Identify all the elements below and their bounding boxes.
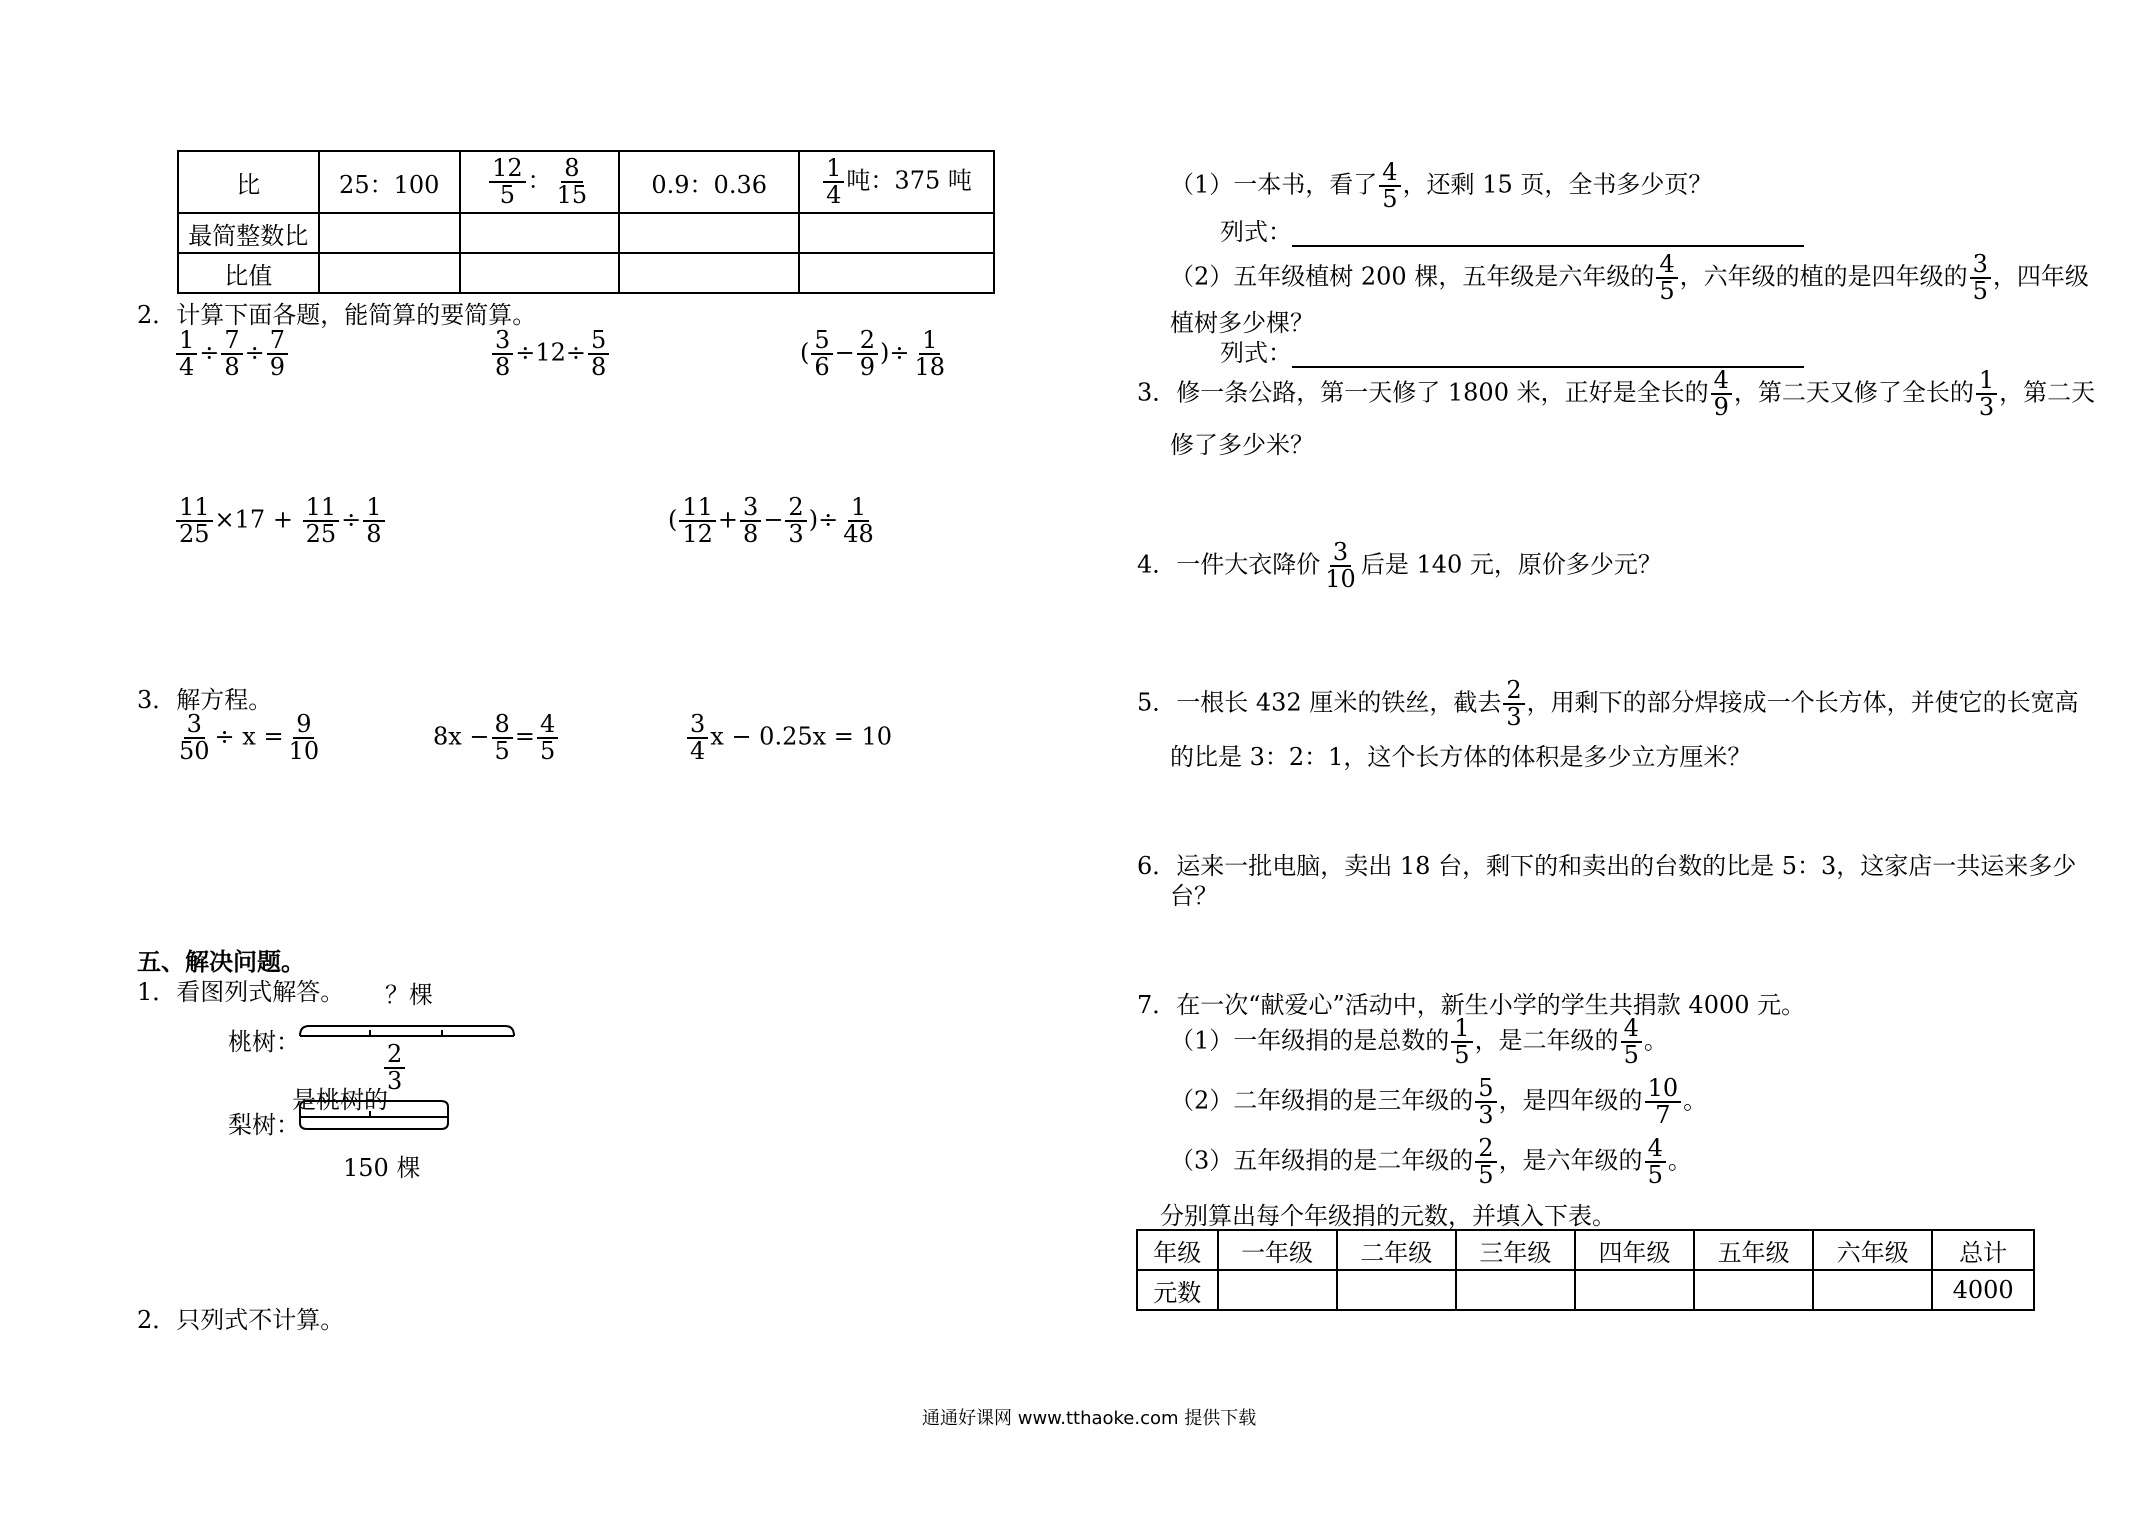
problem-3-line2: 修了多少米？ xyxy=(1170,431,1314,459)
answer-cell[interactable] xyxy=(1218,1270,1337,1310)
grade-header: 总计 xyxy=(1932,1230,2034,1270)
formula-line-2: 列式： xyxy=(1220,333,1804,368)
answer-cell[interactable] xyxy=(799,213,994,253)
pear-label: 梨树： xyxy=(228,1111,300,1139)
fraction: $\frac{12}{5}$ xyxy=(489,156,526,208)
expression-4: $\frac{11}{25}$ ×17 + $\frac{11}{25}$ ÷ $\frac{1}{8}$ xyxy=(174,495,387,547)
ratio-cell-4: $\frac{1}{4}$ 吨：375 吨 xyxy=(799,151,994,213)
footer: 通通好课网 www.tthaoke.com 提供下载 xyxy=(922,1408,1257,1429)
grade-header: 六年级 xyxy=(1813,1230,1932,1270)
grade-header: 二年级 xyxy=(1337,1230,1456,1270)
formula-line-1: 列式： xyxy=(1220,212,1804,247)
grade-header: 年级 xyxy=(1137,1230,1218,1270)
ratio-header-simplest: 最简整数比 xyxy=(178,213,319,253)
fraction: $\frac{1}{4}$ xyxy=(823,156,844,208)
ratio-table xyxy=(177,150,995,294)
ratio-cell-3: 0.9：0.36 xyxy=(619,151,799,213)
answer-cell[interactable] xyxy=(619,253,799,293)
section5-q2-title: 2．只列式不计算。 xyxy=(137,1306,345,1334)
row-label: 元数 xyxy=(1137,1270,1218,1310)
ratio-cell-2: $\frac{12}{5}$ ： $\frac{8}{15}$ xyxy=(460,151,620,213)
q3-title: 3．解方程。 xyxy=(137,686,273,714)
problem-5: 5．一根长 432 厘米的铁丝，截去 $\frac{2}{3}$ ，用剩下的部分焊接成一个长方体，并使它的长宽高 xyxy=(1137,676,2079,732)
answer-cell[interactable] xyxy=(1456,1270,1575,1310)
total-cell: 4000 xyxy=(1932,1270,2034,1310)
grade-table xyxy=(1136,1229,2035,1311)
grade-header: 五年级 xyxy=(1694,1230,1813,1270)
answer-cell[interactable] xyxy=(619,213,799,253)
grade-header: 三年级 xyxy=(1456,1230,1575,1270)
relation-label: 是桃树的 xyxy=(292,1086,388,1114)
answer-cell[interactable] xyxy=(1694,1270,1813,1310)
answer-cell[interactable] xyxy=(319,253,460,293)
unknown-label: ？棵 xyxy=(385,981,433,1009)
grade-header: 四年级 xyxy=(1575,1230,1694,1270)
problem-5-line2: 的比是 3：2：1，这个长方体的体积是多少立方厘米？ xyxy=(1170,743,1752,771)
sub-question-1: （1）一本书，看了 $\frac{4}{5}$ ，还剩 15 页，全书多少页？ xyxy=(1170,158,1713,214)
answer-cell[interactable] xyxy=(1337,1270,1456,1310)
pear-bar-diagram xyxy=(295,1093,455,1143)
expression-5: ( $\frac{11}{12}$ + $\frac{3}{8}$ − $\frac{2}{3}$ )÷ $\frac{1}{48}$ xyxy=(668,493,874,549)
pear-count: 150 棵 xyxy=(343,1154,421,1182)
diagram-fraction: $\frac{2}{3}$ xyxy=(382,1042,407,1094)
problem-7: 7．在一次“献爱心”活动中，新生小学的学生共捐款 4000 元。 xyxy=(1137,991,1806,1019)
problem-6: 6．运来一批电脑，卖出 18 台，剩下的和卖出的台数的比是 5：3，这家店一共运来多少 xyxy=(1137,852,2077,880)
sub-question-2-line2: 植树多少棵？ xyxy=(1170,309,1314,337)
q2-title: 2．计算下面各题，能简算的要简算。 xyxy=(137,301,537,329)
section5-title: 五、解决问题。 xyxy=(137,947,305,976)
ratio-cell-1: 25：100 xyxy=(319,151,460,213)
expression-2: $\frac{3}{8}$ ÷12÷ $\frac{5}{8}$ xyxy=(490,328,611,380)
problem-7-3: （3）五年级捐的是二年级的 $\frac{2}{5}$ ，是六年级的 $\frac{4}{5}$ 。 xyxy=(1170,1134,1692,1190)
peach-bar-diagram xyxy=(295,1008,520,1048)
ratio-header-value: 比值 xyxy=(178,253,319,293)
equation-1: $\frac{3}{50}$ ÷ x = $\frac{9}{10}$ xyxy=(179,710,320,766)
answer-cell[interactable] xyxy=(1575,1270,1694,1310)
answer-cell[interactable] xyxy=(799,253,994,293)
expression-3: ( $\frac{5}{6}$ − $\frac{2}{9}$ )÷ $\frac{1}{18}$ xyxy=(800,326,946,382)
peach-label: 桃树： xyxy=(228,1028,300,1056)
answer-line[interactable] xyxy=(1292,221,1804,247)
problem-6-line2: 台？ xyxy=(1170,882,1218,910)
answer-cell[interactable] xyxy=(319,213,460,253)
problem-7-1: （1）一年级捐的是总数的 $\frac{1}{5}$ ，是二年级的 $\frac{4}{5}$ 。 xyxy=(1170,1014,1668,1070)
section5-q1-title: 1．看图列式解答。 xyxy=(137,978,345,1006)
problem-3: 3．修一条公路，第一天修了 1800 米，正好是全长的 $\frac{4}{9}$ ，第二天又修了全长的 $\frac{1}{3}$ ，第二天 xyxy=(1137,366,2096,422)
equation-2: 8x − $\frac{8}{5}$ = $\frac{4}{5}$ xyxy=(433,712,560,764)
problem-7-instruction: 分别算出每个年级捐的元数，并填入下表。 xyxy=(1160,1202,1616,1230)
equation-3: $\frac{3}{4}$ x − 0.25x = 10 xyxy=(685,712,892,764)
fraction: $\frac{8}{15}$ xyxy=(556,153,588,209)
answer-cell[interactable] xyxy=(460,253,620,293)
grade-header: 一年级 xyxy=(1218,1230,1337,1270)
sub-question-2: （2）五年级植树 200 棵，五年级是六年级的 $\frac{4}{5}$ ，六年级的植的是四年级的 $\frac{3}{5}$ ，四年级 xyxy=(1170,250,2089,306)
answer-cell[interactable] xyxy=(460,213,620,253)
problem-7-2: （2）二年级捐的是三年级的 $\frac{5}{3}$ ，是四年级的 $\frac{10}{7}$ 。 xyxy=(1170,1074,1708,1130)
answer-cell[interactable] xyxy=(1813,1270,1932,1310)
problem-4: 4．一件大衣降价 $\frac{3}{10}$ 后是 140 元，原价多少元？ xyxy=(1137,538,1662,594)
ratio-header-ratio: 比 xyxy=(178,151,319,213)
answer-line[interactable] xyxy=(1292,342,1804,368)
expression-1: $\frac{1}{4}$ ÷ $\frac{7}{8}$ ÷ $\frac{7}{9}$ xyxy=(174,328,290,380)
